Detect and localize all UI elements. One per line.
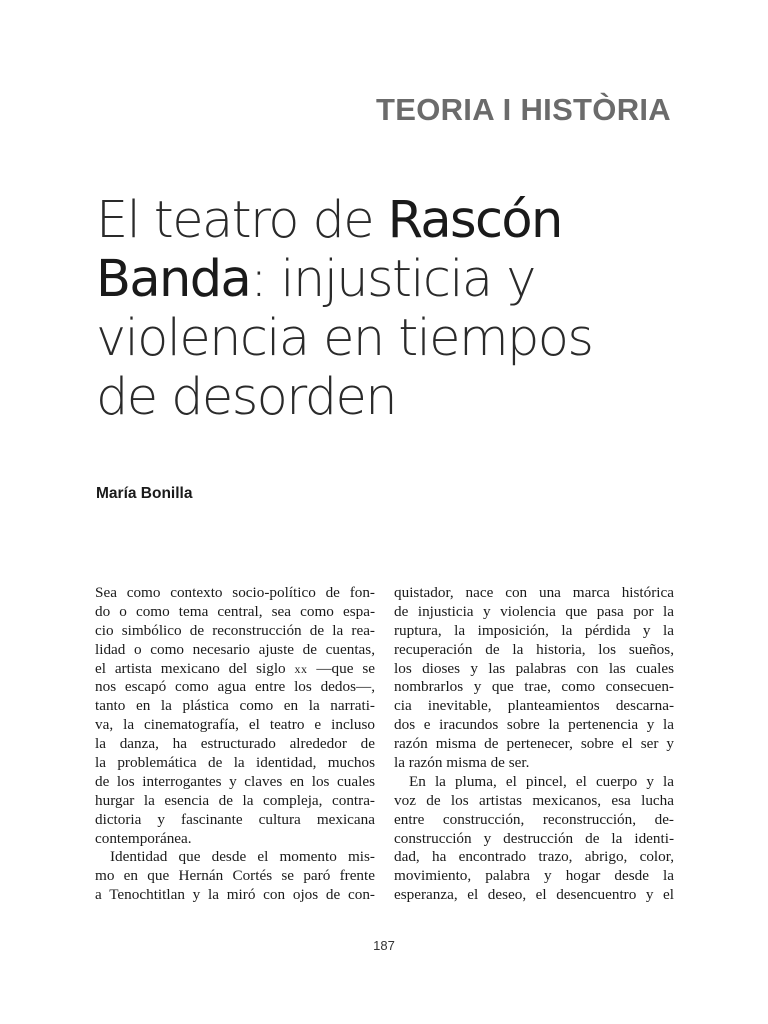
text-line: do o como tema central, sea como espa- (95, 602, 375, 620)
title-line-4: de desorden (96, 368, 397, 427)
text-fragment: el artista mexicano del siglo (95, 659, 295, 677)
title-part-3: Banda (96, 250, 251, 309)
text-line: la problemática de la identidad, muchos (95, 754, 375, 772)
century-small-caps: xx (294, 661, 308, 676)
text-line: recuperación de la historia, los sueños, (394, 640, 674, 658)
text-line: va, la cinematografía, el teatro e incluso (95, 716, 375, 734)
text-line: esperanza, el deseo, el desencuentro y el (394, 886, 674, 904)
text-line: la danza, ha estructurado alrededor de (95, 735, 375, 753)
text-line: los dioses y las palabras con las cuales (394, 659, 674, 677)
text-line: quistador, nace con una marca histórica (394, 584, 674, 601)
text-line: lidad o como necesario ajuste de cuentas, (95, 640, 375, 658)
section-header: TEORIA I HISTÒRIA (375, 92, 671, 127)
text-line: Sea como contexto socio-político de fon- (95, 584, 375, 601)
text-line: de los interrogantes y claves en los cuales (95, 772, 375, 790)
text-line: contemporánea. (95, 829, 192, 847)
text-line: Identidad que desde el momento mis- (110, 848, 375, 866)
author-name: María Bonilla (96, 485, 193, 502)
text-line: dad, ha encontrado trazo, abrigo, color, (394, 848, 674, 866)
text-line: dos e iracundos sobre la pertenencia y la (394, 716, 674, 734)
title-part-1: El teatro de (96, 191, 388, 250)
title-line-3: violencia en tiempos (96, 309, 593, 368)
text-line: nombrarlos y que trae, como consecuen- (394, 678, 674, 696)
text-line: de injusticia y violencia que pasa por la (394, 602, 674, 620)
text-fragment: —que se (307, 659, 375, 677)
text-line: tanto en la plástica como en la narrati- (95, 697, 375, 715)
text-line: construcción y destrucción de la identi- (394, 829, 674, 847)
text-line: razón misma de pertenecer, sobre el ser y (394, 735, 674, 753)
title-part-2: Rascón (387, 191, 562, 250)
text-line: En la pluma, el pincel, el cuerpo y la (409, 772, 674, 790)
title-part-4: : injusticia y (250, 250, 535, 309)
text-line: a Tenochtitlan y la miró con ojos de con- (95, 886, 375, 904)
text-line: la razón misma de ser. (394, 754, 530, 772)
text-line (95, 660, 375, 679)
text-line: hurgar la esencia de la compleja, contra- (95, 791, 375, 809)
text-line: movimiento, palabra y hogar desde la (394, 867, 674, 885)
text-line: nos escapó como agua entre los dedos—, (95, 678, 375, 696)
text-line: ruptura, la imposición, la pérdida y la (394, 621, 674, 639)
body-column-left (95, 584, 375, 905)
article-title (96, 191, 696, 427)
text-line: entre construcción, reconstrucción, de- (394, 810, 674, 828)
page-number: 187 (373, 938, 395, 953)
body-column-right (394, 584, 674, 905)
text-line: voz de los artistas mexicanos, esa lucha (394, 791, 674, 809)
text-line: cia inevitable, planteamientos descarna- (394, 697, 674, 715)
text-line: cio simbólico de reconstrucción de la rea- (95, 621, 375, 639)
text-line: mo en que Hernán Cortés se paró frente (95, 867, 375, 885)
text-line: dictoria y fascinante cultura mexicana (95, 810, 375, 828)
